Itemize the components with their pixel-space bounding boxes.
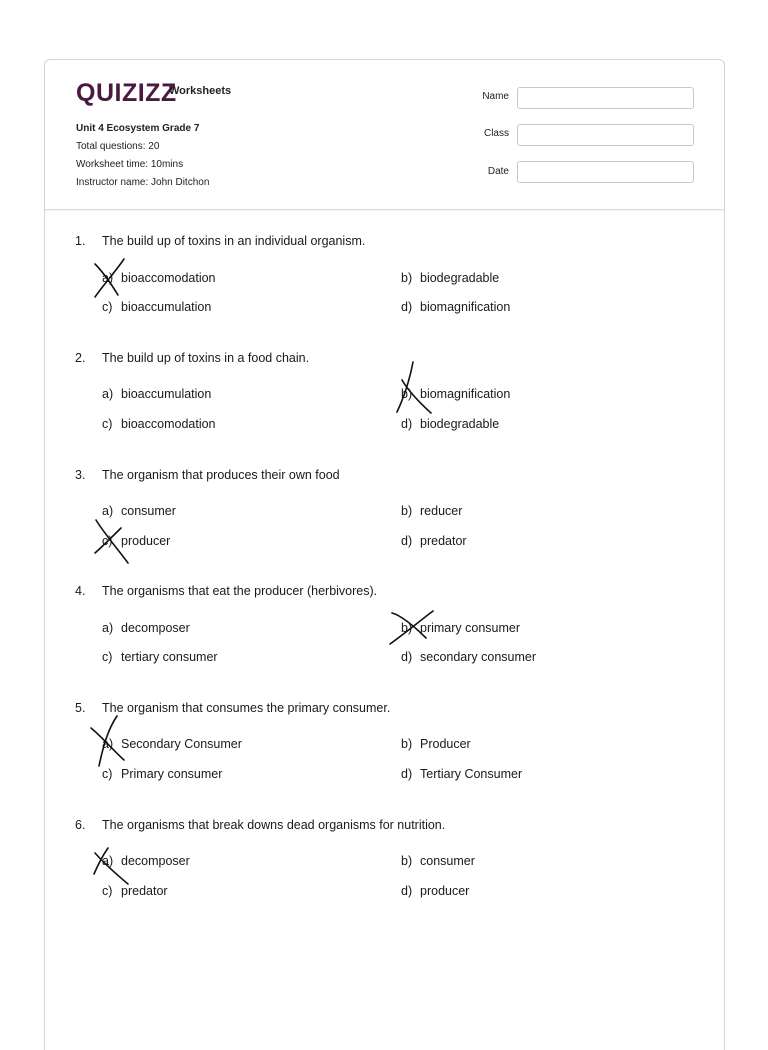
option-text: decomposer [121,854,190,868]
option-4a[interactable] [102,621,190,635]
option-text: producer [121,534,171,548]
option-3a[interactable] [102,504,176,518]
question-text: The organism that consumes the primary consumer. [102,701,391,715]
option-3b[interactable] [401,504,462,518]
question-number: 5. [75,701,86,715]
option-3d[interactable] [401,534,467,548]
option-text: secondary consumer [420,650,537,664]
option-2b[interactable] [401,387,510,401]
worksheet-header [45,60,724,210]
option-text: producer [420,884,470,898]
option-5d[interactable] [401,767,522,781]
instructor-name: Instructor name: John Ditchon [76,177,210,188]
question-text: The build up of toxins in a food chain. [102,351,310,365]
question-number: 3. [75,468,86,482]
option-letter: c) [102,650,113,664]
class-label: Class [483,128,509,139]
option-3c[interactable] [102,534,170,548]
option-1a[interactable] [102,271,216,285]
question-number: 4. [75,584,86,598]
option-4b[interactable] [401,621,520,635]
option-letter: b) [401,387,413,401]
option-letter: c) [102,884,113,898]
option-letter: a) [102,387,114,401]
option-letter: b) [401,504,413,518]
option-6b[interactable] [401,854,475,868]
option-letter: c) [102,300,113,314]
question-text: The build up of toxins in an individual organism. [102,234,366,248]
question-text: The organisms that break downs dead organisms for nutrition. [102,818,446,832]
option-2c[interactable] [102,417,216,431]
option-letter: d) [401,767,413,781]
option-2a[interactable] [102,387,211,401]
option-text: Producer [420,737,471,751]
option-letter: c) [102,417,113,431]
option-text: biodegradable [420,417,500,431]
option-text: bioaccomodation [121,271,216,285]
option-5a[interactable] [102,737,242,751]
option-letter: a) [102,621,114,635]
question-number: 2. [75,351,86,365]
option-1b[interactable] [401,271,499,285]
option-letter: a) [102,504,114,518]
option-letter: a) [102,737,114,751]
option-text: predator [420,534,467,548]
option-letter: a) [102,271,114,285]
option-letter: d) [401,884,413,898]
option-text: biomagnification [420,300,511,314]
option-letter: d) [401,534,413,548]
option-letter: a) [102,854,114,868]
logo-wordmark: QUIZIZZ [76,79,177,107]
logo-subtitle: Worksheets [169,85,232,97]
name-field[interactable] [517,87,694,109]
total-questions: Total questions: 20 [76,141,160,152]
option-6a[interactable] [102,854,190,868]
option-letter: b) [401,854,413,868]
option-text: bioaccomodation [121,417,216,431]
question-number: 6. [75,818,86,832]
option-letter: b) [401,621,413,635]
option-4d[interactable] [401,650,536,664]
option-letter: d) [401,300,413,314]
option-text: Primary consumer [121,767,223,781]
option-text: biodegradable [420,271,500,285]
option-4c[interactable] [102,650,218,664]
option-text: primary consumer [420,621,521,635]
option-text: bioaccumulation [121,300,212,314]
worksheet-page [44,59,725,1050]
option-letter: d) [401,417,413,431]
quizizz-logo [76,80,177,106]
question-text: The organism that produces their own food [102,468,340,482]
option-letter: b) [401,271,413,285]
option-text: decomposer [121,621,190,635]
worksheet-title: Unit 4 Ecosystem Grade 7 [76,123,200,134]
date-field[interactable] [517,161,694,183]
question-text: The organisms that eat the producer (herbivores). [102,584,378,598]
option-text: biomagnification [420,387,511,401]
option-6d[interactable] [401,884,469,898]
option-text: Secondary Consumer [121,737,242,751]
option-1d[interactable] [401,300,510,314]
question-number: 1. [75,234,86,248]
option-letter: b) [401,737,413,751]
worksheet-meta [76,120,209,192]
name-label: Name [482,91,509,102]
option-letter: d) [401,650,413,664]
option-letter: c) [102,534,113,548]
option-2d[interactable] [401,417,499,431]
option-text: bioaccumulation [121,387,212,401]
option-text: consumer [420,854,475,868]
option-5c[interactable] [102,767,222,781]
option-6c[interactable] [102,884,168,898]
worksheet-time: Worksheet time: 10mins [76,159,184,170]
option-1c[interactable] [102,300,211,314]
option-5b[interactable] [401,737,471,751]
option-text: reducer [420,504,463,518]
option-letter: c) [102,767,113,781]
option-text: tertiary consumer [121,650,218,664]
option-text: predator [121,884,168,898]
option-text: Tertiary Consumer [420,767,523,781]
option-text: consumer [121,504,176,518]
class-field[interactable] [517,124,694,146]
date-label: Date [487,166,509,177]
